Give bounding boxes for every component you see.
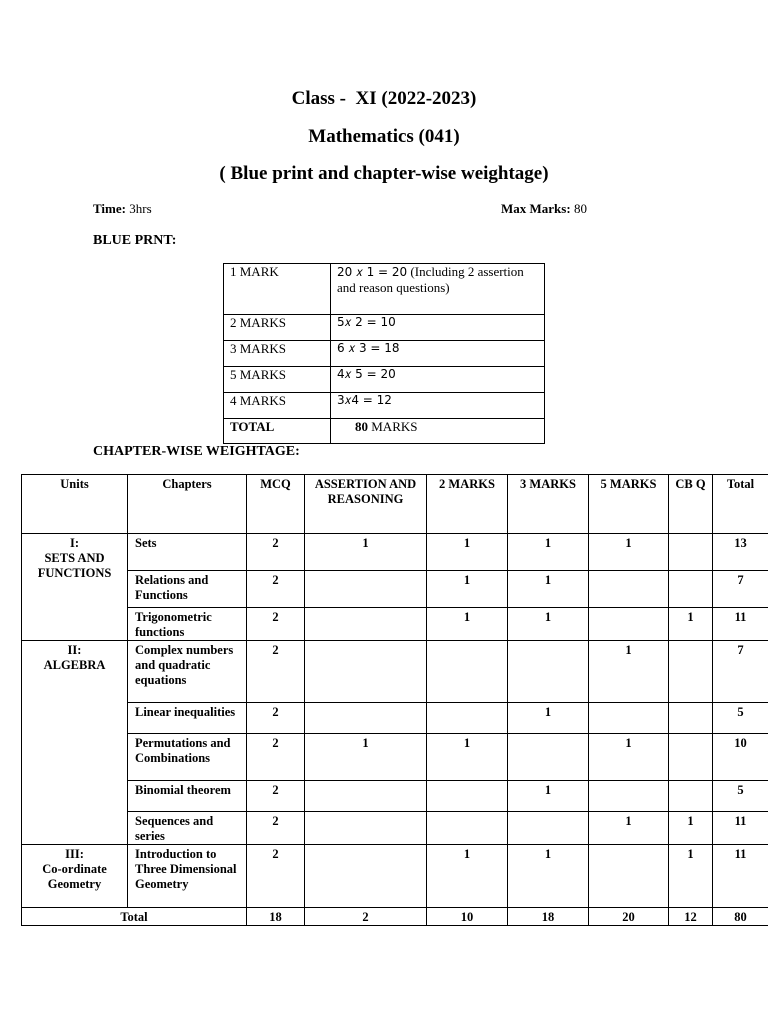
cell-m2: 1 — [427, 608, 508, 641]
table-row — [22, 641, 768, 703]
cell-mcq: 2 — [247, 641, 305, 703]
blueprint-heading: BLUE PRNT: — [93, 233, 177, 248]
total-total: 80 — [713, 908, 768, 926]
cell-ar: 1 — [305, 534, 427, 571]
column-header: ASSERTION AND REASONING — [305, 475, 427, 534]
document-subtitle: ( Blue print and chapter-wise weightage) — [219, 163, 549, 184]
cell-m3: 1 — [508, 534, 589, 571]
mark-calculation — [331, 367, 545, 393]
calc-expression: 5𝑥 2 = 10 — [337, 315, 396, 329]
cell-total: 7 — [713, 571, 768, 608]
cell-ar — [305, 812, 427, 845]
total-m2: 10 — [427, 908, 508, 926]
cell-m2 — [427, 703, 508, 734]
cell-mcq: 2 — [247, 734, 305, 781]
cell-m5 — [589, 845, 669, 908]
cell-total: 7 — [713, 641, 768, 703]
chapter-name: Sequences and series — [128, 812, 247, 845]
mark-type: 1 MARK — [224, 264, 331, 315]
cell-m2: 1 — [427, 734, 508, 781]
cell-m3 — [508, 641, 589, 703]
table-row — [22, 734, 768, 781]
cell-m3: 1 — [508, 781, 589, 812]
unit-name: III: Co-ordinate Geometry — [22, 845, 128, 908]
cell-cbq — [669, 703, 713, 734]
cell-total: 10 — [713, 734, 768, 781]
cell-ar — [305, 641, 427, 703]
time-info — [93, 201, 152, 217]
blueprint-row — [224, 367, 545, 393]
chapter-name: Trigonometric functions — [128, 608, 247, 641]
cell-m3: 1 — [508, 703, 589, 734]
cell-mcq: 2 — [247, 571, 305, 608]
cell-m2: 1 — [427, 845, 508, 908]
cell-cbq — [669, 641, 713, 703]
total-cbq: 12 — [669, 908, 713, 926]
time-label: Time: — [93, 201, 126, 216]
mark-calculation — [331, 315, 545, 341]
mark-type: 5 MARKS — [224, 367, 331, 393]
cell-ar — [305, 571, 427, 608]
blueprint-row — [224, 315, 545, 341]
cell-m5 — [589, 703, 669, 734]
weightage-heading: CHAPTER-WISE WEIGHTAGE: — [93, 444, 300, 459]
blueprint-row — [224, 393, 545, 419]
subject-title: Mathematics (041) — [308, 126, 460, 147]
blueprint-row — [224, 264, 545, 315]
mark-type: 4 MARKS — [224, 393, 331, 419]
cell-mcq: 2 — [247, 812, 305, 845]
chapter-name: Relations and Functions — [128, 571, 247, 608]
total-mcq: 18 — [247, 908, 305, 926]
cell-mcq: 2 — [247, 608, 305, 641]
cell-cbq: 1 — [669, 812, 713, 845]
cell-m3 — [508, 734, 589, 781]
cell-m5: 1 — [589, 812, 669, 845]
blueprint-total-row — [224, 419, 545, 444]
chapter-name: Introduction to Three Dimensional Geometry — [128, 845, 247, 908]
cell-m2: 1 — [427, 534, 508, 571]
cell-ar — [305, 781, 427, 812]
total-marks-unit: MARKS — [368, 419, 418, 434]
cell-m2 — [427, 812, 508, 845]
table-row — [22, 845, 768, 908]
table-row — [22, 608, 768, 641]
total-m5: 20 — [589, 908, 669, 926]
cell-cbq — [669, 734, 713, 781]
cell-m5: 1 — [589, 534, 669, 571]
cell-m2 — [427, 781, 508, 812]
mark-calculation — [331, 341, 545, 367]
cell-m2 — [427, 641, 508, 703]
calc-expression: 4𝑥 5 = 20 — [337, 367, 396, 381]
time-value: 3hrs — [129, 201, 152, 216]
chapter-name: Binomial theorem — [128, 781, 247, 812]
totals-row — [22, 908, 768, 926]
chapter-name: Complex numbers and quadratic equations — [128, 641, 247, 703]
cell-m2: 1 — [427, 571, 508, 608]
cell-m5 — [589, 608, 669, 641]
cell-mcq: 2 — [247, 845, 305, 908]
chapter-name: Linear inequalities — [128, 703, 247, 734]
unit-name: I: SETS AND FUNCTIONS — [22, 534, 128, 641]
chapter-name: Sets — [128, 534, 247, 571]
class-title: Class - XI (2022-2023) — [291, 88, 477, 109]
chapter-name: Permutations and Combinations — [128, 734, 247, 781]
table-row — [22, 781, 768, 812]
cell-total: 13 — [713, 534, 768, 571]
column-header: Units — [22, 475, 128, 534]
table-row — [22, 703, 768, 734]
column-header: Chapters — [128, 475, 247, 534]
column-header: Total — [713, 475, 768, 534]
cell-total: 11 — [713, 845, 768, 908]
total-ar: 2 — [305, 908, 427, 926]
calc-expression: 6 𝑥 3 = 18 — [337, 341, 400, 355]
table-row — [22, 571, 768, 608]
column-header: 2 MARKS — [427, 475, 508, 534]
max-marks-value: 80 — [573, 201, 587, 216]
totals-label: Total — [22, 908, 247, 926]
calc-expression: 3𝑥4 = 12 — [337, 393, 392, 407]
unit-name: II: ALGEBRA — [22, 641, 128, 845]
cell-ar: 1 — [305, 734, 427, 781]
cell-mcq: 2 — [247, 781, 305, 812]
cell-cbq: 1 — [669, 845, 713, 908]
blueprint-table — [223, 263, 545, 444]
cell-ar — [305, 845, 427, 908]
table-row — [22, 534, 768, 571]
total-marks — [331, 419, 545, 444]
cell-total: 5 — [713, 703, 768, 734]
cell-m3 — [508, 812, 589, 845]
column-header: MCQ — [247, 475, 305, 534]
mark-calculation — [331, 393, 545, 419]
cell-m5: 1 — [589, 734, 669, 781]
cell-m5 — [589, 571, 669, 608]
cell-mcq: 2 — [247, 703, 305, 734]
total-label: TOTAL — [224, 419, 331, 444]
cell-ar — [305, 608, 427, 641]
cell-m5: 1 — [589, 641, 669, 703]
column-header: CB Q — [669, 475, 713, 534]
cell-mcq: 2 — [247, 534, 305, 571]
max-marks-label: Max Marks: — [501, 201, 571, 216]
blueprint-row — [224, 341, 545, 367]
cell-total: 11 — [713, 812, 768, 845]
total-m3: 18 — [508, 908, 589, 926]
cell-cbq — [669, 781, 713, 812]
calc-expression: 20 𝑥 1 = 20 — [337, 265, 408, 279]
column-header: 3 MARKS — [508, 475, 589, 534]
column-header: 5 MARKS — [589, 475, 669, 534]
cell-ar — [305, 703, 427, 734]
calc-note: (Including 2 assertion and reason questions) — [337, 264, 524, 295]
cell-m3: 1 — [508, 845, 589, 908]
table-row — [22, 812, 768, 845]
weightage-table — [21, 474, 768, 926]
total-marks-value: 80 — [355, 419, 368, 434]
cell-cbq: 1 — [669, 608, 713, 641]
mark-calculation — [331, 264, 545, 315]
cell-m3: 1 — [508, 608, 589, 641]
mark-type: 3 MARKS — [224, 341, 331, 367]
cell-cbq — [669, 534, 713, 571]
max-marks-info — [501, 201, 587, 217]
cell-m5 — [589, 781, 669, 812]
cell-total: 5 — [713, 781, 768, 812]
mark-type: 2 MARKS — [224, 315, 331, 341]
cell-m3: 1 — [508, 571, 589, 608]
cell-total: 11 — [713, 608, 768, 641]
cell-cbq — [669, 571, 713, 608]
